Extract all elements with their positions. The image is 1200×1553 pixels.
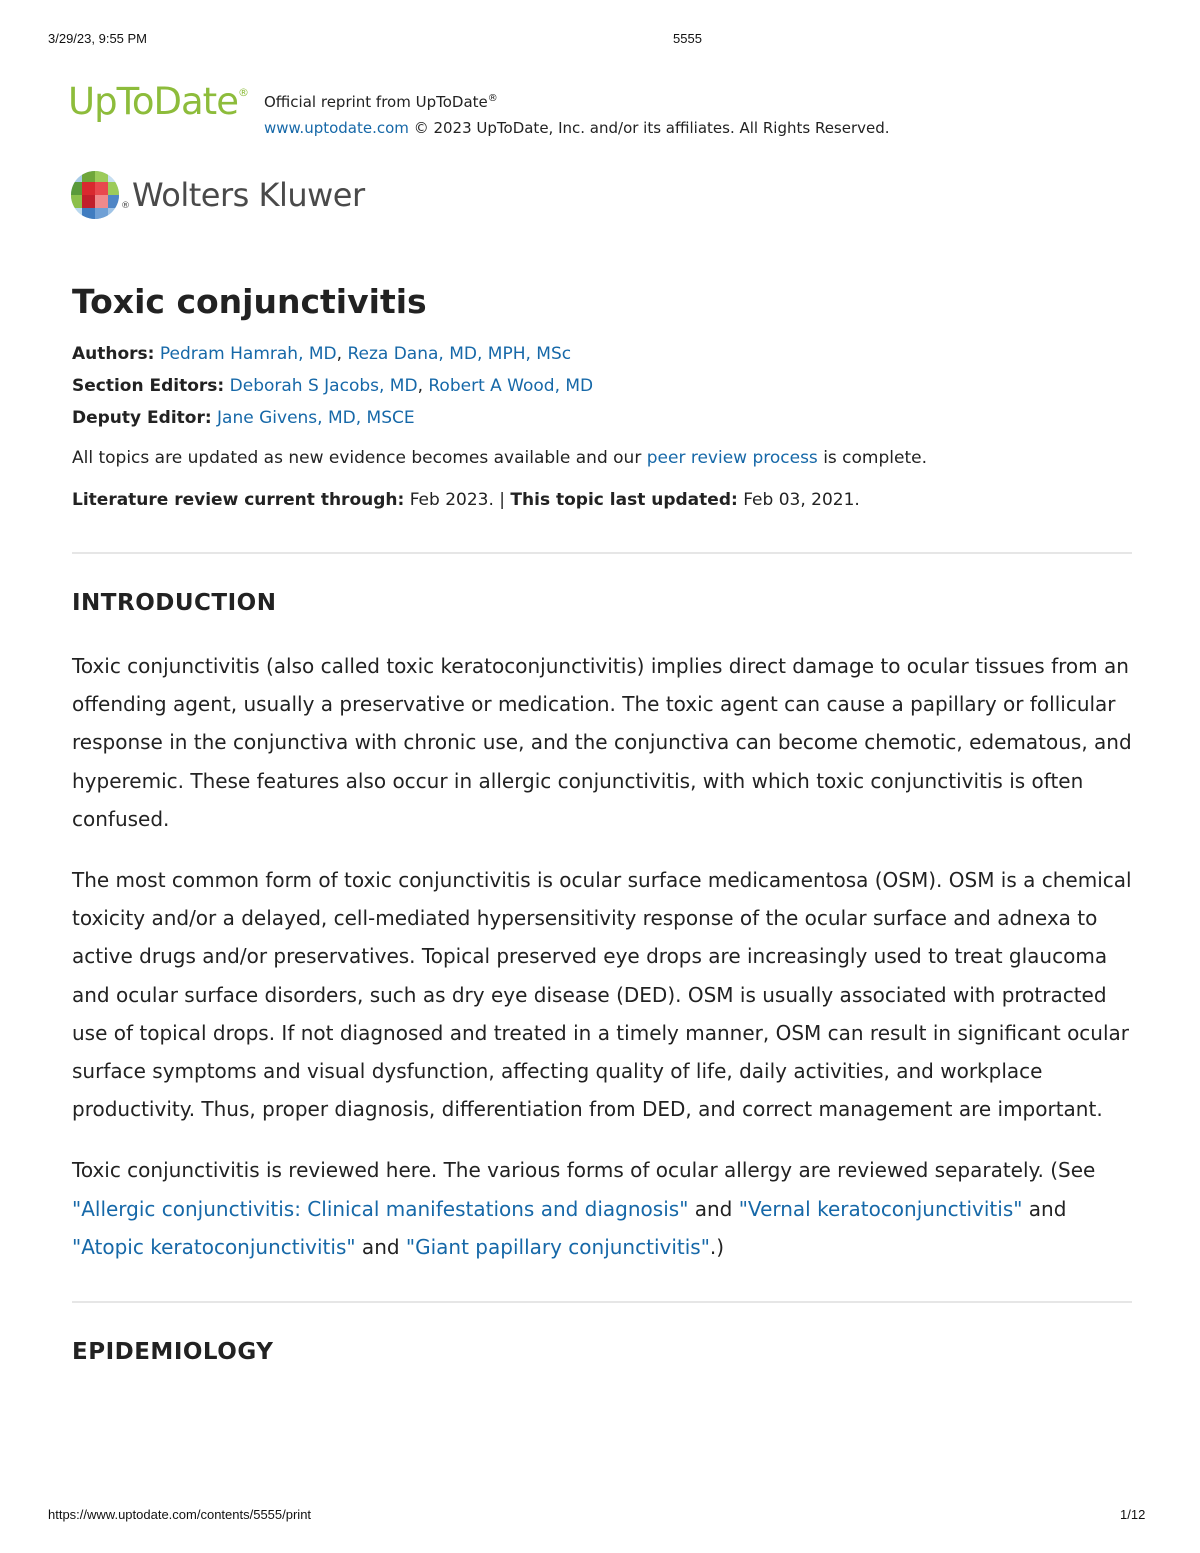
print-datetime: 3/29/23, 9:55 PM bbox=[48, 31, 148, 46]
date-separator: | bbox=[499, 490, 506, 510]
registered-mark: ® bbox=[237, 86, 249, 99]
deputy-editor-line bbox=[72, 402, 1132, 434]
section-editor-link[interactable]: Deborah S Jacobs, MD bbox=[229, 376, 418, 396]
print-page-number: 1/12 bbox=[1120, 1507, 1146, 1522]
registered-mark: ® bbox=[121, 201, 130, 211]
paragraph-text: Toxic conjunctivitis is reviewed here. The various forms of ocular allergy are reviewed separately. (See bbox=[72, 1158, 1096, 1183]
allergic-conjunctivitis-link[interactable]: "Allergic conjunctivitis: Clinical manifestations and diagnosis" bbox=[72, 1196, 689, 1221]
lit-review-value: Feb 2023. bbox=[409, 490, 494, 510]
introduction-paragraph-1: Toxic conjunctivitis (also called toxic keratoconjunctivitis) implies direct damage to ocular tissues from an offending agent, usually a preservative or medication. The toxic agent can cause a papillary or follicular response in the conjunctiva with chronic use, and the conjunctiva can become chemotic, edematous, and hyperemic. These features also occur in allergic conjunctivitis, with which toxic conjunctivitis is often confused. bbox=[72, 654, 1132, 831]
last-updated-value: Feb 03, 2021. bbox=[743, 490, 860, 510]
article-contributors bbox=[72, 338, 1132, 434]
peer-review-link[interactable]: peer review process bbox=[646, 448, 818, 468]
review-dates bbox=[72, 486, 1132, 514]
author-link[interactable]: Pedram Hamrah, MD bbox=[159, 344, 337, 364]
authors-label: Authors: bbox=[72, 344, 155, 364]
update-note-text-end: is complete. bbox=[817, 448, 927, 468]
deputy-editor-link[interactable]: Jane Givens, MD, MSCE bbox=[217, 408, 415, 428]
epidemiology-heading: EPIDEMIOLOGY bbox=[72, 1339, 274, 1366]
update-note-text: All topics are updated as new evidence becomes available and our bbox=[72, 448, 647, 468]
introduction-paragraph-2: The most common form of toxic conjunctivitis is ocular surface medicamentosa (OSM). OSM is a chemical toxicity and/or a delayed, cell-mediated hypersensitivity response of the ocular surface and adnexa to active drugs and/or preservatives. Topical preserved eye drops are increasingly used to treat glaucoma and ocular surface disorders, such as dry eye disease (DED). OSM is usually associated with protracted use of topical drops. If not diagnosed and treated in a timely manner, OSM can result in significant ocular surface symptoms and visual dysfunction, affecting quality of life, daily activities, and workplace productivity. Thus, proper diagnosis, differentiation from DED, and correct management are important. bbox=[72, 868, 1132, 1122]
print-page-title: 5555 bbox=[673, 31, 702, 46]
uptodate-logo-text: UpToDate bbox=[68, 80, 238, 123]
wolters-kluwer-logo bbox=[70, 170, 365, 220]
paragraph-text: .) bbox=[709, 1234, 725, 1259]
deputy-editor-label: Deputy Editor: bbox=[72, 408, 212, 428]
section-editors-label: Section Editors: bbox=[72, 376, 225, 396]
last-updated-label: This topic last updated: bbox=[510, 490, 738, 510]
reprint-notice bbox=[264, 86, 890, 141]
print-url: https://www.uptodate.com/contents/5555/print bbox=[48, 1507, 312, 1522]
section-divider bbox=[72, 1301, 1132, 1303]
registered-mark: ® bbox=[487, 93, 498, 104]
paragraph-text: and bbox=[355, 1234, 406, 1259]
section-editor-link[interactable]: Robert A Wood, MD bbox=[428, 376, 594, 396]
giant-papillary-conjunctivitis-link[interactable]: "Giant papillary conjunctivitis" bbox=[405, 1234, 710, 1259]
wolters-kluwer-wordmark: Wolters Kluwer bbox=[132, 176, 365, 214]
article bbox=[72, 278, 1132, 1368]
uptodate-logo[interactable] bbox=[68, 80, 249, 123]
lit-review-label: Literature review current through: bbox=[72, 490, 405, 510]
paragraph-text: and bbox=[1022, 1196, 1067, 1221]
article-title: Toxic conjunctivitis bbox=[72, 282, 427, 321]
author-link[interactable]: Reza Dana, MD, MPH, MSc bbox=[347, 344, 572, 364]
update-note bbox=[72, 444, 1132, 472]
section-editors-line: Section Editors: Deborah S Jacobs, MD, Robert A Wood, MD bbox=[72, 376, 594, 396]
atopic-keratoconjunctivitis-link[interactable]: "Atopic keratoconjunctivitis" bbox=[72, 1234, 356, 1259]
vernal-keratoconjunctivitis-link[interactable]: "Vernal keratoconjunctivitis" bbox=[738, 1196, 1023, 1221]
authors-line: Authors: Pedram Hamrah, MD, Reza Dana, MD, MPH, MSc bbox=[72, 344, 572, 364]
paragraph-text: and bbox=[688, 1196, 739, 1221]
reprint-line1: Official reprint from UpToDate bbox=[264, 93, 488, 111]
uptodate-site-link[interactable]: www.uptodate.com bbox=[264, 119, 409, 137]
introduction-paragraph-3 bbox=[72, 1151, 1132, 1266]
copyright-text: © 2023 UpToDate, Inc. and/or its affiliates. All Rights Reserved. bbox=[408, 119, 890, 137]
wolters-kluwer-globe-icon bbox=[70, 170, 120, 220]
section-divider bbox=[72, 552, 1132, 554]
introduction-heading: INTRODUCTION bbox=[72, 590, 277, 616]
